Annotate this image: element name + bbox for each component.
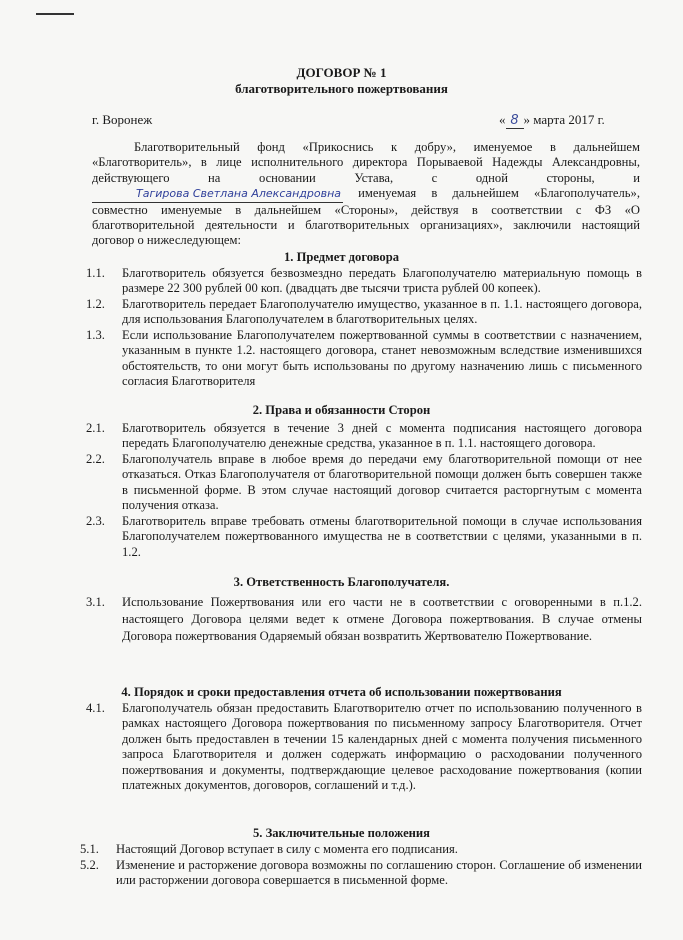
clause-1-2	[86, 297, 642, 328]
clause-number: 1.1.	[86, 266, 105, 280]
date-suffix: » марта 2017 г.	[523, 112, 605, 127]
clause-1-3	[86, 328, 642, 390]
intro-part2: именуемая в дальнейшем «Благополучатель», совместно именуемые в дальнейшем «Стороны», действуя в соответствии с ФЗ «О благотворительной деятельности и благотворительных организациях», заключили настоящий договор о нижеследующем:	[92, 186, 640, 248]
document-subtitle: благотворительного пожертвования	[235, 81, 448, 96]
clause-text: Использование Пожертвования или его части не в соответствии с оговоренными в п.1.2. настоящего Договора целями ведет к отмене Договора пожертвования. В случае отмены Договора пожертвования Одаряемый обязан возвратить Жертвователю Пожертвование.	[122, 595, 642, 643]
section-title-4: 4. Порядок и сроки предоставления отчета об использовании пожертвования	[121, 685, 562, 699]
section-title-3: 3. Ответственность Благополучателя.	[233, 575, 450, 589]
clause-text: Изменение и расторжение договора возможны по соглашению сторон. Соглашение об изменении или расторжении договора совершается в письменной форме.	[116, 858, 642, 888]
clause-number: 1.2.	[86, 297, 105, 311]
clause-text: Благотворитель передает Благополучателю имущество, указанное в п. 1.1. настоящего договора, для использования Благополучателем в благотворительных целях.	[122, 297, 642, 327]
clause-number: 5.1.	[80, 842, 99, 856]
clause-number: 2.2.	[86, 452, 105, 466]
clause-text: Благополучатель обязан предоставить Благотворителю отчет по использованию полученного в рамках настоящего Договора пожертвования по письменному запросу Благотворителя. Отчет должен быть предоставлен в течении 15 календарных дней с момента получения письменного запроса Благотворителя и должен содержать информацию о расходовании полученного пожертвования и документы, подтверждающие целевое расходование пожертвования (копии платежных документов, договоров, соглашений и т.д.).	[122, 701, 642, 793]
intro-part1: Благотворительный фонд «Прикоснись к добру», именуемое в дальнейшем «Благотворитель», в лице исполнительного директора Порываевой Надежды Александровны, действующего на основании Устава, с одной стороны, и	[92, 140, 640, 185]
recipient-signature: Тагирова Светлана Александровна	[92, 186, 343, 202]
clause-4-1	[86, 701, 642, 793]
clause-text: Благополучатель вправе в любое время до передачи ему благотворительной помощи от нее отказаться. Отказ Благополучателя от благотворительной помощи должен быть совершен также в письменной форме. В этом случае настоящий договор считается расторгнутым с момента получения отказа.	[122, 452, 642, 513]
city: г. Воронеж	[92, 112, 153, 127]
clause-text: Настоящий Договор вступает в силу с момента его подписания.	[116, 842, 458, 856]
date-day: 8	[506, 113, 524, 129]
contract-date	[499, 112, 605, 129]
clause-3-1	[86, 594, 642, 645]
clause-text: Благотворитель обязуется в течение 3 дней с момента подписания настоящего договора передать Благополучателю денежные средства, указанное в п. 1.1. настоящего договора.	[122, 421, 642, 451]
clause-1-1	[86, 266, 642, 297]
scan-mark	[36, 13, 74, 15]
clause-5-1	[80, 842, 642, 857]
clause-number: 3.1.	[86, 595, 105, 609]
clause-2-3	[86, 514, 642, 560]
clause-2-2	[86, 452, 642, 514]
clause-text: Благотворитель вправе требовать отмены благотворительной помощи в случае использования Благополучателем пожертвованного имущества не в соответствии с целями, указанными в п. 1.2.	[122, 514, 642, 559]
clause-number: 4.1.	[86, 701, 105, 715]
clause-text: Благотворитель обязуется безвозмездно передать Благополучателю материальную помощь в размере 22 300 рублей 00 коп. (двадцать две тысячи триста рублей 00 копеек).	[122, 266, 642, 296]
clause-2-1	[86, 421, 642, 452]
clause-number: 1.3.	[86, 328, 105, 342]
clause-number: 2.3.	[86, 514, 105, 528]
clause-number: 5.2.	[80, 858, 99, 872]
section-title-2: 2. Права и обязанности Сторон	[252, 403, 431, 417]
clause-5-2	[80, 858, 642, 889]
document-title: ДОГОВОР № 1	[296, 65, 387, 80]
date-prefix: «	[499, 112, 506, 127]
clause-number: 2.1.	[86, 421, 105, 435]
intro-paragraph	[92, 140, 640, 249]
clause-text: Если использование Благополучателем пожертвованной суммы в соответствии с назначением, указанным в пункте 1.2. настоящего договора, станет невозможным вследствие изменившихся обстоятельств, то они могут быть использованы по другому назначению лишь с письменного согласия Благотворителя	[122, 328, 642, 389]
section-title-5: 5. Заключительные положения	[252, 826, 430, 840]
section-title-1: 1. Предмет договора	[283, 250, 400, 264]
